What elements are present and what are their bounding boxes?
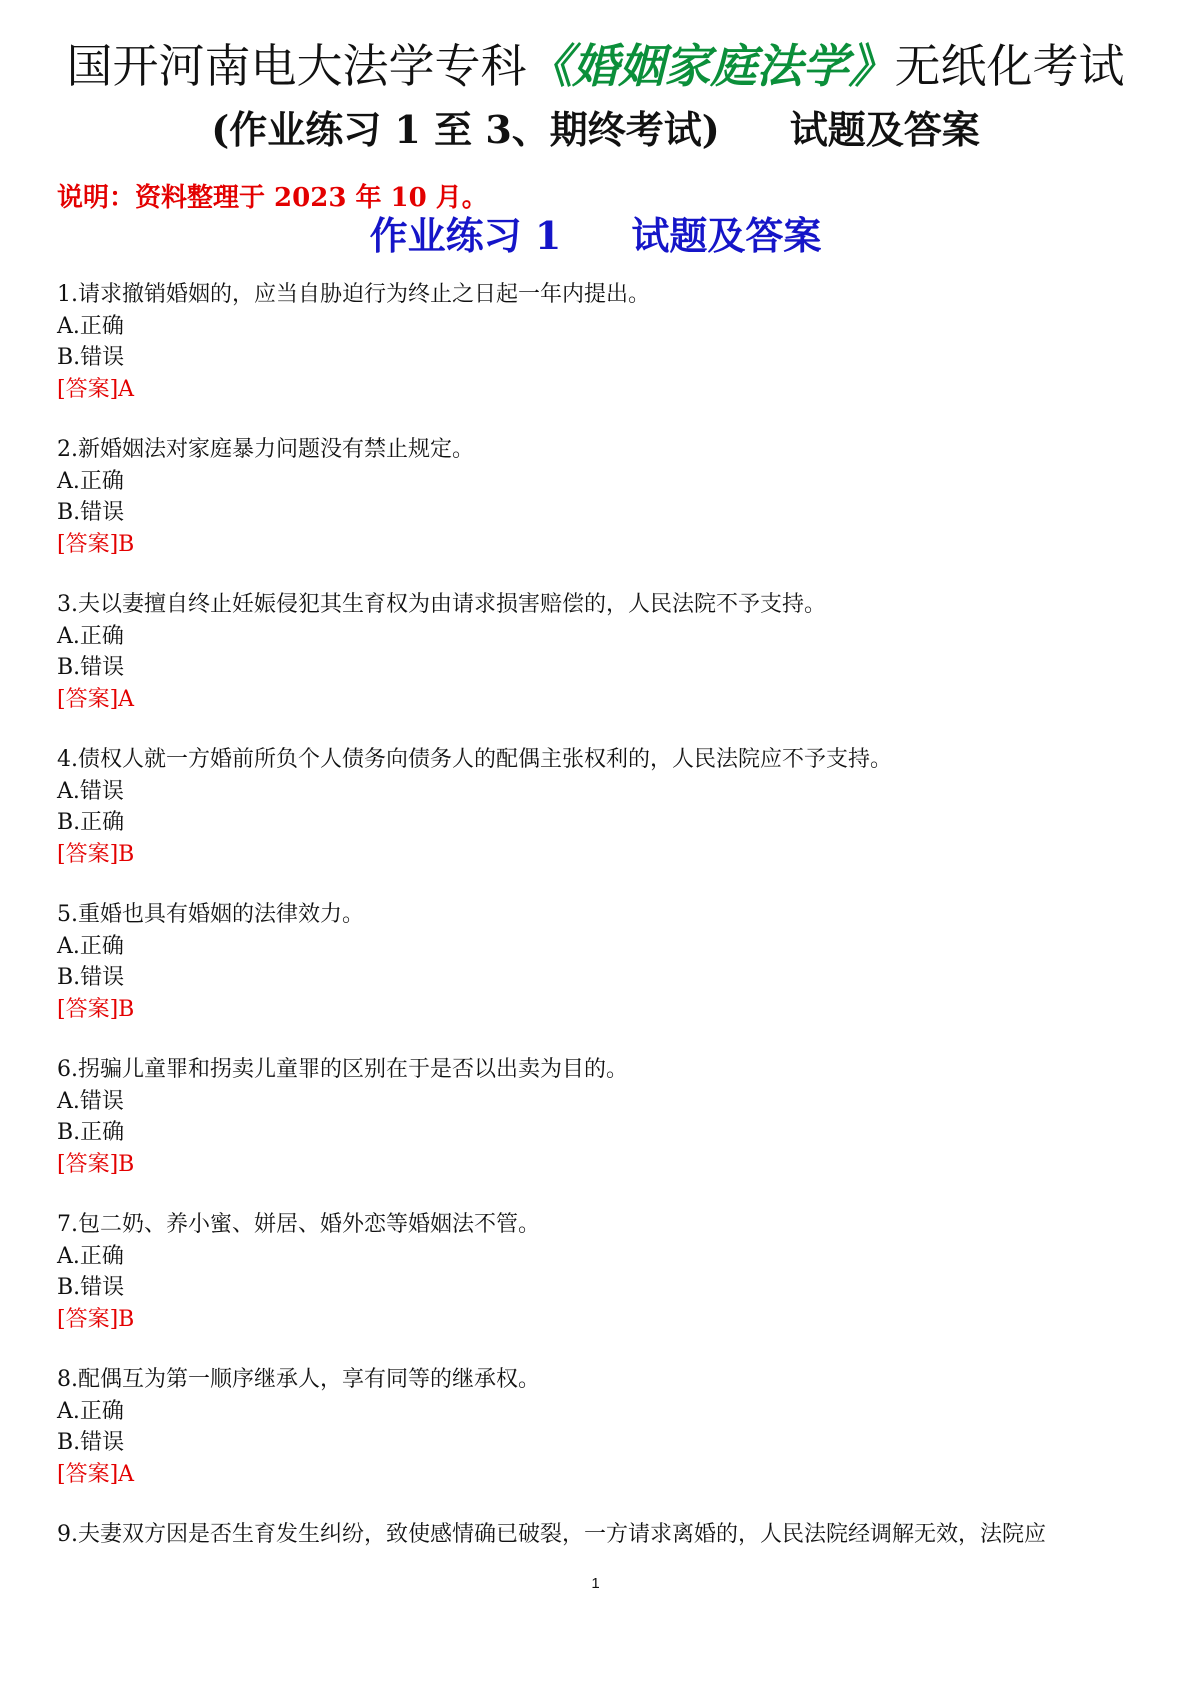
question-text: 9.夫妻双方因是否生育发生纠纷，致使感情确已破裂，一方请求离婚的，人民法院经调解无效，法院应 bbox=[57, 1522, 1046, 1547]
section-title: 作业练习 1 bbox=[369, 213, 562, 258]
option-b: B.错误 bbox=[57, 1430, 125, 1455]
document-note: 说明：资料整理于 2023 年 10 月。 bbox=[57, 183, 488, 213]
option-a: A.正确 bbox=[57, 1243, 124, 1269]
document-subtitle bbox=[0, 104, 1191, 156]
question-text: 4.债权人就一方婚前所负个人债务向债务人的配偶主张权利的，人民法院应不予支持。 bbox=[57, 747, 892, 772]
question-text: 2.新婚姻法对家庭暴力问题没有禁止规定。 bbox=[57, 437, 474, 462]
option-a: A.正确 bbox=[57, 933, 124, 959]
question-text: 8.配偶互为第一顺序继承人，享有同等的继承权。 bbox=[57, 1367, 540, 1392]
question-item bbox=[57, 1364, 1147, 1490]
answer: [答案]A bbox=[57, 1461, 135, 1487]
option-a: A.正确 bbox=[57, 623, 124, 649]
course-name: 《婚姻家庭法学》 bbox=[526, 39, 895, 93]
option-a: A.错误 bbox=[57, 1088, 124, 1114]
answer: [答案]B bbox=[57, 1306, 135, 1332]
page-number: 1 bbox=[591, 1575, 600, 1592]
question-item bbox=[57, 589, 1147, 715]
question-item bbox=[57, 279, 1147, 405]
question-text: 5.重婚也具有婚姻的法律效力。 bbox=[57, 902, 364, 927]
question-item bbox=[57, 744, 1147, 870]
option-a: A.正确 bbox=[57, 468, 124, 494]
subtitle-scope: (作业练习 1 至 3、期终考试) bbox=[211, 107, 720, 152]
question-item bbox=[57, 899, 1147, 1025]
section-heading bbox=[0, 210, 1191, 262]
option-b: B.错误 bbox=[57, 655, 125, 680]
question-list bbox=[57, 279, 1147, 1551]
question-text: 7.包二奶、养小蜜、姘居、婚外恋等婚姻法不管。 bbox=[57, 1212, 540, 1237]
option-b: B.正确 bbox=[57, 810, 125, 835]
question-text: 1.请求撤销婚姻的，应当自胁迫行为终止之日起一年内提出。 bbox=[57, 282, 650, 307]
question-text: 6.拐骗儿童罪和拐卖儿童罪的区别在于是否以出卖为目的。 bbox=[57, 1057, 628, 1082]
document-title bbox=[0, 36, 1191, 96]
question-item bbox=[57, 1054, 1147, 1180]
question-item bbox=[57, 1519, 1147, 1551]
title-part1: 国开河南电大法学专科 bbox=[66, 39, 527, 93]
question-item bbox=[57, 434, 1147, 560]
answer: [答案]B bbox=[57, 841, 135, 867]
answer: [答案]B bbox=[57, 531, 135, 557]
answer: [答案]A bbox=[57, 376, 135, 402]
answer: [答案]B bbox=[57, 1151, 135, 1177]
option-b: B.错误 bbox=[57, 500, 125, 525]
option-b: B.正确 bbox=[57, 1120, 125, 1145]
option-b: B.错误 bbox=[57, 345, 125, 370]
option-a: A.错误 bbox=[57, 778, 124, 804]
option-b: B.错误 bbox=[57, 1275, 125, 1300]
option-b: B.错误 bbox=[57, 965, 125, 990]
answer: [答案]B bbox=[57, 996, 135, 1022]
option-a: A.正确 bbox=[57, 313, 124, 339]
section-label: 试题及答案 bbox=[631, 213, 822, 258]
answer: [答案]A bbox=[57, 686, 135, 712]
question-text: 3.夫以妻擅自终止妊娠侵犯其生育权为由请求损害赔偿的，人民法院不予支持。 bbox=[57, 592, 826, 617]
option-a: A.正确 bbox=[57, 1398, 124, 1424]
title-part2: 无纸化考试 bbox=[894, 39, 1125, 93]
subtitle-label: 试题及答案 bbox=[789, 107, 980, 152]
question-item bbox=[57, 1209, 1147, 1335]
